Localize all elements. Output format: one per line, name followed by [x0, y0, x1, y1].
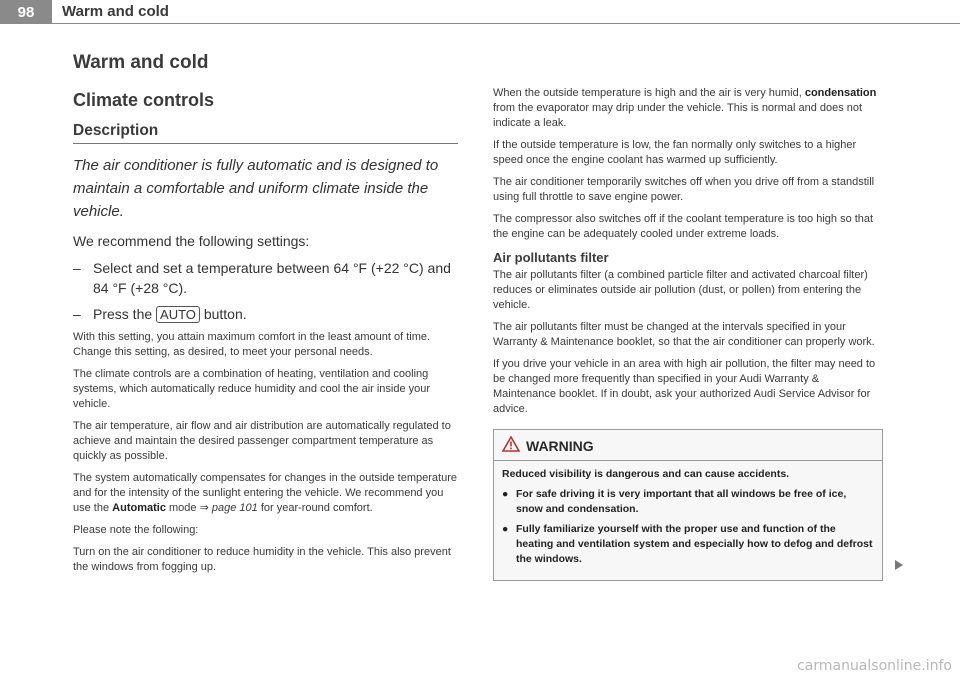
list-item — [73, 258, 458, 298]
continue-arrow-icon — [894, 558, 904, 576]
warning-triangle-icon — [502, 436, 520, 455]
paragraph: Please note the following: — [73, 524, 199, 536]
paragraph: Turn on the air conditioner to reduce humidity in the vehicle. This also prevent the windows from fogging up. — [73, 546, 451, 573]
list-item — [73, 304, 458, 324]
section-title: Climate controls — [73, 90, 215, 110]
automatic-mode-term: Automatic — [112, 502, 166, 514]
paragraph-text: for year-round comfort. — [260, 502, 373, 514]
watermark: carmanualsonline.info — [797, 658, 952, 674]
warning-item — [502, 522, 874, 567]
left-column — [73, 40, 458, 582]
warning-header — [494, 430, 882, 461]
paragraph: The climate controls are a combination of heating, ventilation and cooling systems, which automatically reduce humidity and cool the air inside your vehicle. — [73, 368, 431, 410]
warning-box — [493, 429, 883, 581]
bullet-prefix: Press the — [93, 306, 153, 322]
paragraph: The air temperature, air flow and air distribution are automatically regulated to achieve and maintain the desired passenger compartment temperature as quickly as possible. — [73, 420, 451, 462]
auto-key-label: AUTO — [156, 306, 200, 323]
paragraph: The air pollutants filter must be changed at the intervals specified in your Warranty & Maintenance booklet, so that the air conditioner can properly work. — [493, 321, 875, 348]
subsection-title: Description — [73, 122, 458, 144]
paragraph: With this setting, you attain maximum comfort in the least amount of time. Change this setting, as desired, to meet your personal needs. — [73, 331, 431, 358]
paragraph: The compressor also switches off if the coolant temperature is too high so that the engine can be adequately cooled under extreme loads. — [493, 213, 874, 240]
filter-heading: Air pollutants filter — [493, 250, 609, 265]
paragraph-text: When the outside temperature is high and the air is very humid, — [493, 87, 802, 99]
intro-text: The air conditioner is fully automatic and is designed to maintain a comfortable and uniform climate inside the vehicle. — [73, 157, 439, 220]
paragraph — [493, 86, 883, 131]
bullet-dot-icon: ● — [502, 488, 509, 500]
paragraph-text: from the evaporator may drip under the vehicle. This is normal and does not indicate a leak. — [493, 102, 863, 129]
dash-marker: – — [73, 260, 81, 276]
header-rule — [52, 23, 960, 24]
page-reference-link[interactable]: ⇒ page 101 — [199, 502, 258, 514]
paragraph-text: The system automatically compensates for changes in the outside temperature and for the intensity of the sunlight entering the vehicle. We recommend you use the — [73, 472, 457, 514]
bullet-text: Select and set a temperature between 64 °F (+22 °C) and 84 °F (+28 °C). — [93, 260, 451, 296]
warning-title: WARNING — [526, 437, 594, 454]
warning-item-text: Fully familiarize yourself with the proper use and function of the heating and ventilation system and especially how to defog and defrost the windows. — [516, 523, 873, 565]
paragraph-text: mode — [169, 502, 197, 514]
running-title: Warm and cold — [62, 3, 169, 20]
paragraph: If you drive your vehicle in an area with high air pollution, the filter may need to be changed more frequently than specified in your Audi Warranty & Maintenance booklet. If in doubt, ask your authorized Audi Service Advisor for advice. — [493, 358, 876, 415]
paragraph: The air pollutants filter (a combined particle filter and activated charcoal filter) reduces or eliminates outside air pollution (dust, or pollen) from entering the vehicle. — [493, 269, 868, 311]
bullet-dot-icon: ● — [502, 523, 509, 535]
warning-lead: Reduced visibility is dangerous and can cause accidents. — [502, 468, 790, 480]
condensation-term: condensation — [804, 87, 877, 99]
bullet-text — [93, 304, 247, 324]
paragraph: The air conditioner temporarily switches off when you drive off from a standstill using full throttle to save engine power. — [493, 176, 875, 203]
paragraph — [73, 471, 458, 516]
bullet-suffix: button. — [203, 306, 247, 322]
page-number: 98 — [0, 0, 52, 24]
warning-body — [494, 461, 882, 580]
chapter-title: Warm and cold — [73, 52, 209, 73]
page-header — [0, 0, 960, 26]
warning-item-text: For safe driving it is very important that all windows be free of ice, snow and condensation. — [516, 488, 847, 515]
dash-marker: – — [73, 306, 81, 322]
right-column — [493, 86, 883, 581]
recommend-text: We recommend the following settings: — [73, 233, 310, 249]
paragraph: If the outside temperature is low, the fan normally only switches to a higher speed once the engine coolant has warmed up sufficiently. — [493, 139, 857, 166]
warning-item — [502, 487, 874, 517]
